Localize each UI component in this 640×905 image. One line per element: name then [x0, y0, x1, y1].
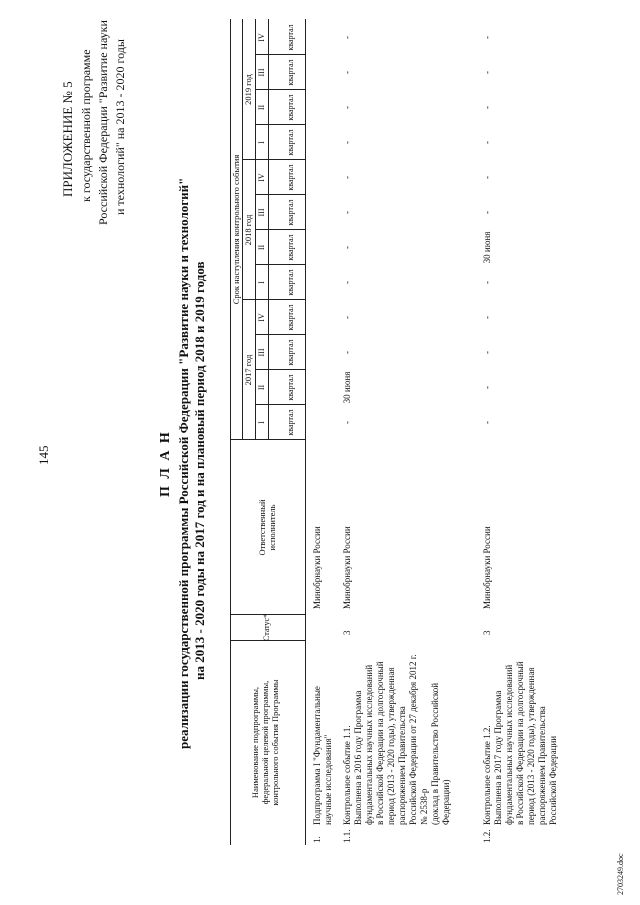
appendix-line: Российской Федерации "Развитие науки: [96, 20, 110, 225]
header-year-2018: 2018 год: [243, 214, 253, 246]
quarter-label: квартал: [286, 59, 295, 86]
row-executor: Минобрнауки России: [482, 526, 492, 609]
deadline-cell: -: [482, 386, 492, 389]
quarter-label: квартал: [286, 199, 295, 226]
deadline-cell: -: [482, 211, 492, 214]
appendix-title: ПРИЛОЖЕНИЕ № 5: [60, 81, 75, 197]
quarter-label: квартал: [286, 24, 295, 51]
row-name: Контрольное событие 1.1. Выполнена в 2016 году Программа фундаментальных научных исследований в Российской Федерации на долгосрочный период (2013 - 2020 годы), утвержденная распоряжением Правительства Российской Федерации от 27 декабря 2012 г. № 2538-р (доклад в Правительство Российской Федерации): [342, 654, 451, 825]
deadline-cell: -: [342, 281, 352, 284]
quarter-roman: I: [257, 421, 266, 424]
deadline-cell: -: [482, 36, 492, 39]
header-executor: Ответственный исполнитель: [257, 499, 277, 556]
page-number: 145: [36, 445, 51, 465]
deadline-cell: -: [342, 176, 352, 179]
quarter-label: квартал: [286, 94, 295, 121]
row-name: Контрольное событие 1.2. Выполнена в 2017 году Программа фундаментальных научных исследований в Российской Федерации на долгосрочный период (2013 - 2020 годы), утвержденная распоряжением Правительства Российской Федерации: [482, 661, 558, 825]
table-border: [305, 19, 306, 845]
deadline-cell: -: [482, 71, 492, 74]
deadline-cell: -: [482, 176, 492, 179]
quarter-roman: II: [257, 104, 266, 111]
header-deadline: Срок наступления контрольного события: [231, 154, 241, 305]
header-year-2019: 2019 год: [243, 74, 253, 105]
quarter-label: квартал: [286, 164, 295, 191]
plan-subtitle: реализации государственной программы Российской Федерации "Развитие науки и технологий": [176, 177, 191, 749]
row-number: 1.1.: [342, 829, 352, 843]
quarter-roman: II: [257, 244, 266, 251]
row-number: 1.: [312, 836, 322, 843]
deadline-cell: -: [482, 316, 492, 319]
quarter-roman: III: [257, 348, 266, 357]
quarter-roman: IV: [257, 33, 266, 42]
deadline-cell: -: [482, 141, 492, 144]
quarter-label: квартал: [286, 129, 295, 156]
appendix-line: и технологий" на 2013 - 2020 годы: [113, 39, 127, 215]
quarter-roman: III: [257, 208, 266, 217]
header-status: Статус*: [262, 613, 271, 641]
deadline-cell: -: [342, 316, 352, 319]
quarter-roman: III: [257, 68, 266, 77]
deadline-cell: -: [342, 211, 352, 214]
quarter-roman: IV: [257, 313, 266, 322]
deadline-cell: -: [342, 141, 352, 144]
doc-footer: 2703249.doc: [616, 853, 625, 895]
deadline-cell: 30 июня: [482, 231, 492, 264]
appendix-line: к государственной программе: [79, 49, 93, 202]
deadline-cell: -: [482, 351, 492, 354]
quarter-roman: I: [257, 141, 266, 144]
row-status: 3: [342, 630, 352, 635]
row-status: 3: [482, 630, 492, 635]
row-executor: Минобрнауки России: [342, 526, 352, 609]
quarter-label: квартал: [286, 269, 295, 296]
row-executor: Минобрнауки России: [312, 526, 322, 609]
header-name: Наименование подпрограммы, федеральной целевой программы, контрольного события Программы: [250, 679, 280, 806]
deadline-cell: -: [482, 106, 492, 109]
quarter-roman: II: [257, 384, 266, 391]
quarter-label: квартал: [286, 374, 295, 401]
deadline-cell: -: [342, 36, 352, 39]
quarter-roman: I: [257, 281, 266, 284]
deadline-cell: -: [342, 246, 352, 249]
header-year-2017: 2017 год: [243, 354, 253, 386]
plan-title: П Л А Н: [158, 430, 173, 497]
deadline-cell: -: [342, 351, 352, 354]
row-number: 1.2.: [482, 829, 492, 843]
plan-subtitle: на 2013 - 2020 годы на 2017 год и на плановый период 2018 и 2019 годов: [192, 261, 207, 680]
deadline-cell: -: [482, 421, 492, 424]
quarter-label: квартал: [286, 339, 295, 366]
deadline-cell: 30 июня: [342, 371, 352, 404]
deadline-cell: -: [342, 71, 352, 74]
quarter-label: квартал: [286, 234, 295, 261]
quarter-label: квартал: [286, 409, 295, 436]
deadline-cell: -: [342, 106, 352, 109]
deadline-cell: -: [482, 281, 492, 284]
deadline-cell: -: [342, 421, 352, 424]
quarter-label: квартал: [286, 304, 295, 331]
quarter-roman: IV: [257, 173, 266, 182]
row-name: Подпрограмма I "Фундаментальные научные исследования": [312, 686, 333, 825]
